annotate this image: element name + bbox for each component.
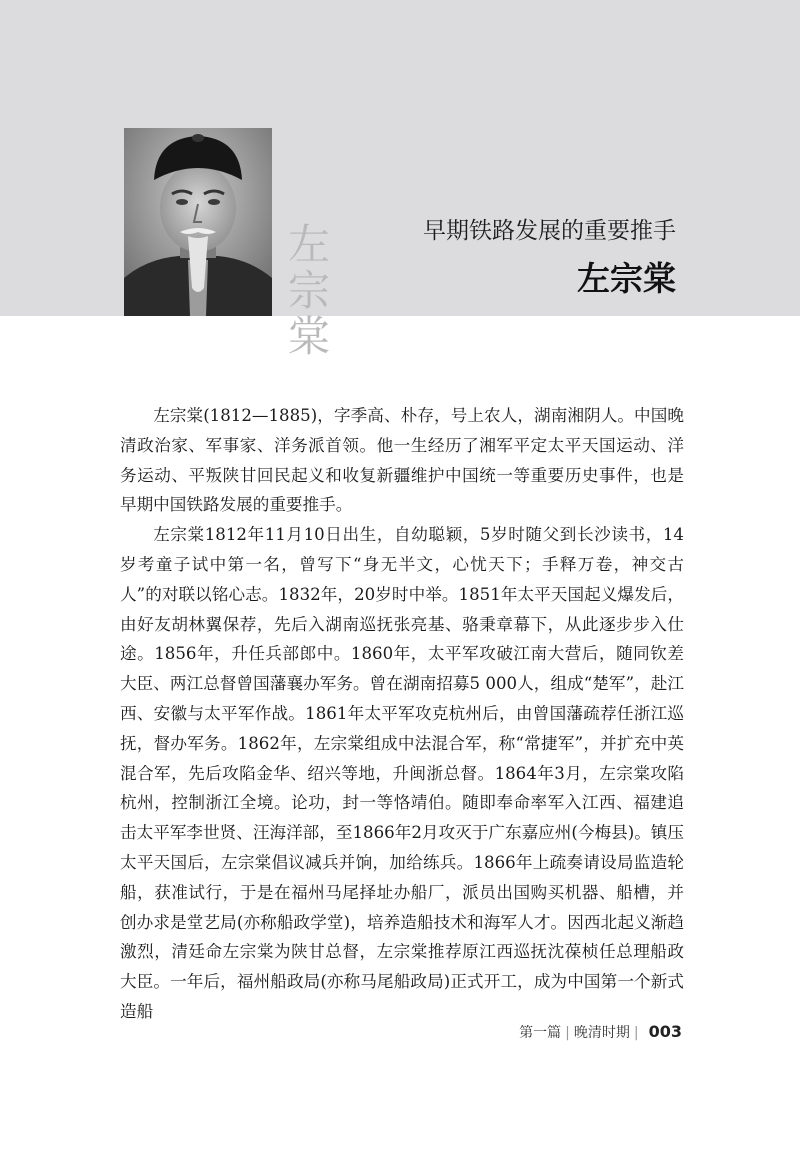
vertical-name-char: 宗 <box>287 266 330 315</box>
body-text <box>120 401 684 1027</box>
vertical-name-watermark <box>283 222 335 360</box>
portrait-photo <box>124 128 272 316</box>
footer-part: 第一篇 <box>519 1025 562 1041</box>
footer-section: 晚清时期 <box>573 1025 630 1041</box>
footer-separator: | <box>633 1025 639 1041</box>
chapter-subtitle: 早期铁路发展的重要推手 <box>423 218 676 244</box>
vertical-name-char: 左 <box>287 220 330 269</box>
footer-separator: | <box>565 1025 570 1041</box>
header-band <box>0 0 800 316</box>
vertical-name-char: 棠 <box>287 312 330 361</box>
paragraph: 左宗棠1812年11月10日出生，自幼聪颖，5岁时随父到长沙读书，14岁考童子试中第一名，曾写下“身无半文，心忧天下；手释万卷，神交古人”的对联以铭心志。1832年，20岁时中举。1851年太平天国起义爆发后，由好友胡林翼保荐，先后入湖南巡抚张亮基、骆秉章幕下，从此逐步步入仕途。1856年，升任兵部郎中。1860年，太平军攻破江南大营后，随同钦差大臣、两江总督曾国藩襄办军务。曾在湖南招募5 000人，组成“楚军”，赴江西、安徽与太平军作战。1861年太平军攻克杭州后，由曾国藩疏荐任浙江巡抚，督办军务。1862年，左宗棠组成中法混合军，称“常捷军”，并扩充中英混合军，先后攻陷金华、绍兴等地，升闽浙总督。1864年3月，左宗棠攻陷杭州，控制浙江全境。论功，封一等恪靖伯。随即奉命率军入江西、福建追击太平军李世贤、汪海洋部，至1866年2月攻灭于广东嘉应州(今梅县)。镇压太平天国后，左宗棠倡议减兵并饷，加给练兵。1866年上疏奏请设局监造轮船，获准试行，于是在福州马尾择址办船厂，派员出国购买机器、船槽，并创办求是堂艺局(亦称船政学堂)，培养造船技术和海军人才。因西北起义渐趋激烈，清廷命左宗棠为陕甘总督，左宗棠推荐原江西巡抚沈葆桢任总理船政大臣。一年后，福州船政局(亦称马尾船政局)正式开工，成为中国第一个新式造船 <box>120 525 684 1021</box>
paragraph: 左宗棠(1812—1885)，字季高、朴存，号上农人，湖南湘阴人。中国晚清政治家、军事家、洋务派首领。他一生经历了湘军平定太平天国运动、洋务运动、平叛陕甘回民起义和收复新疆维护中国统一等重要历史事件，也是早期中国铁路发展的重要推手。 <box>120 406 684 515</box>
page-number: 003 <box>648 1022 682 1041</box>
page-footer <box>519 1022 682 1042</box>
chapter-title: 左宗棠 <box>577 259 676 298</box>
